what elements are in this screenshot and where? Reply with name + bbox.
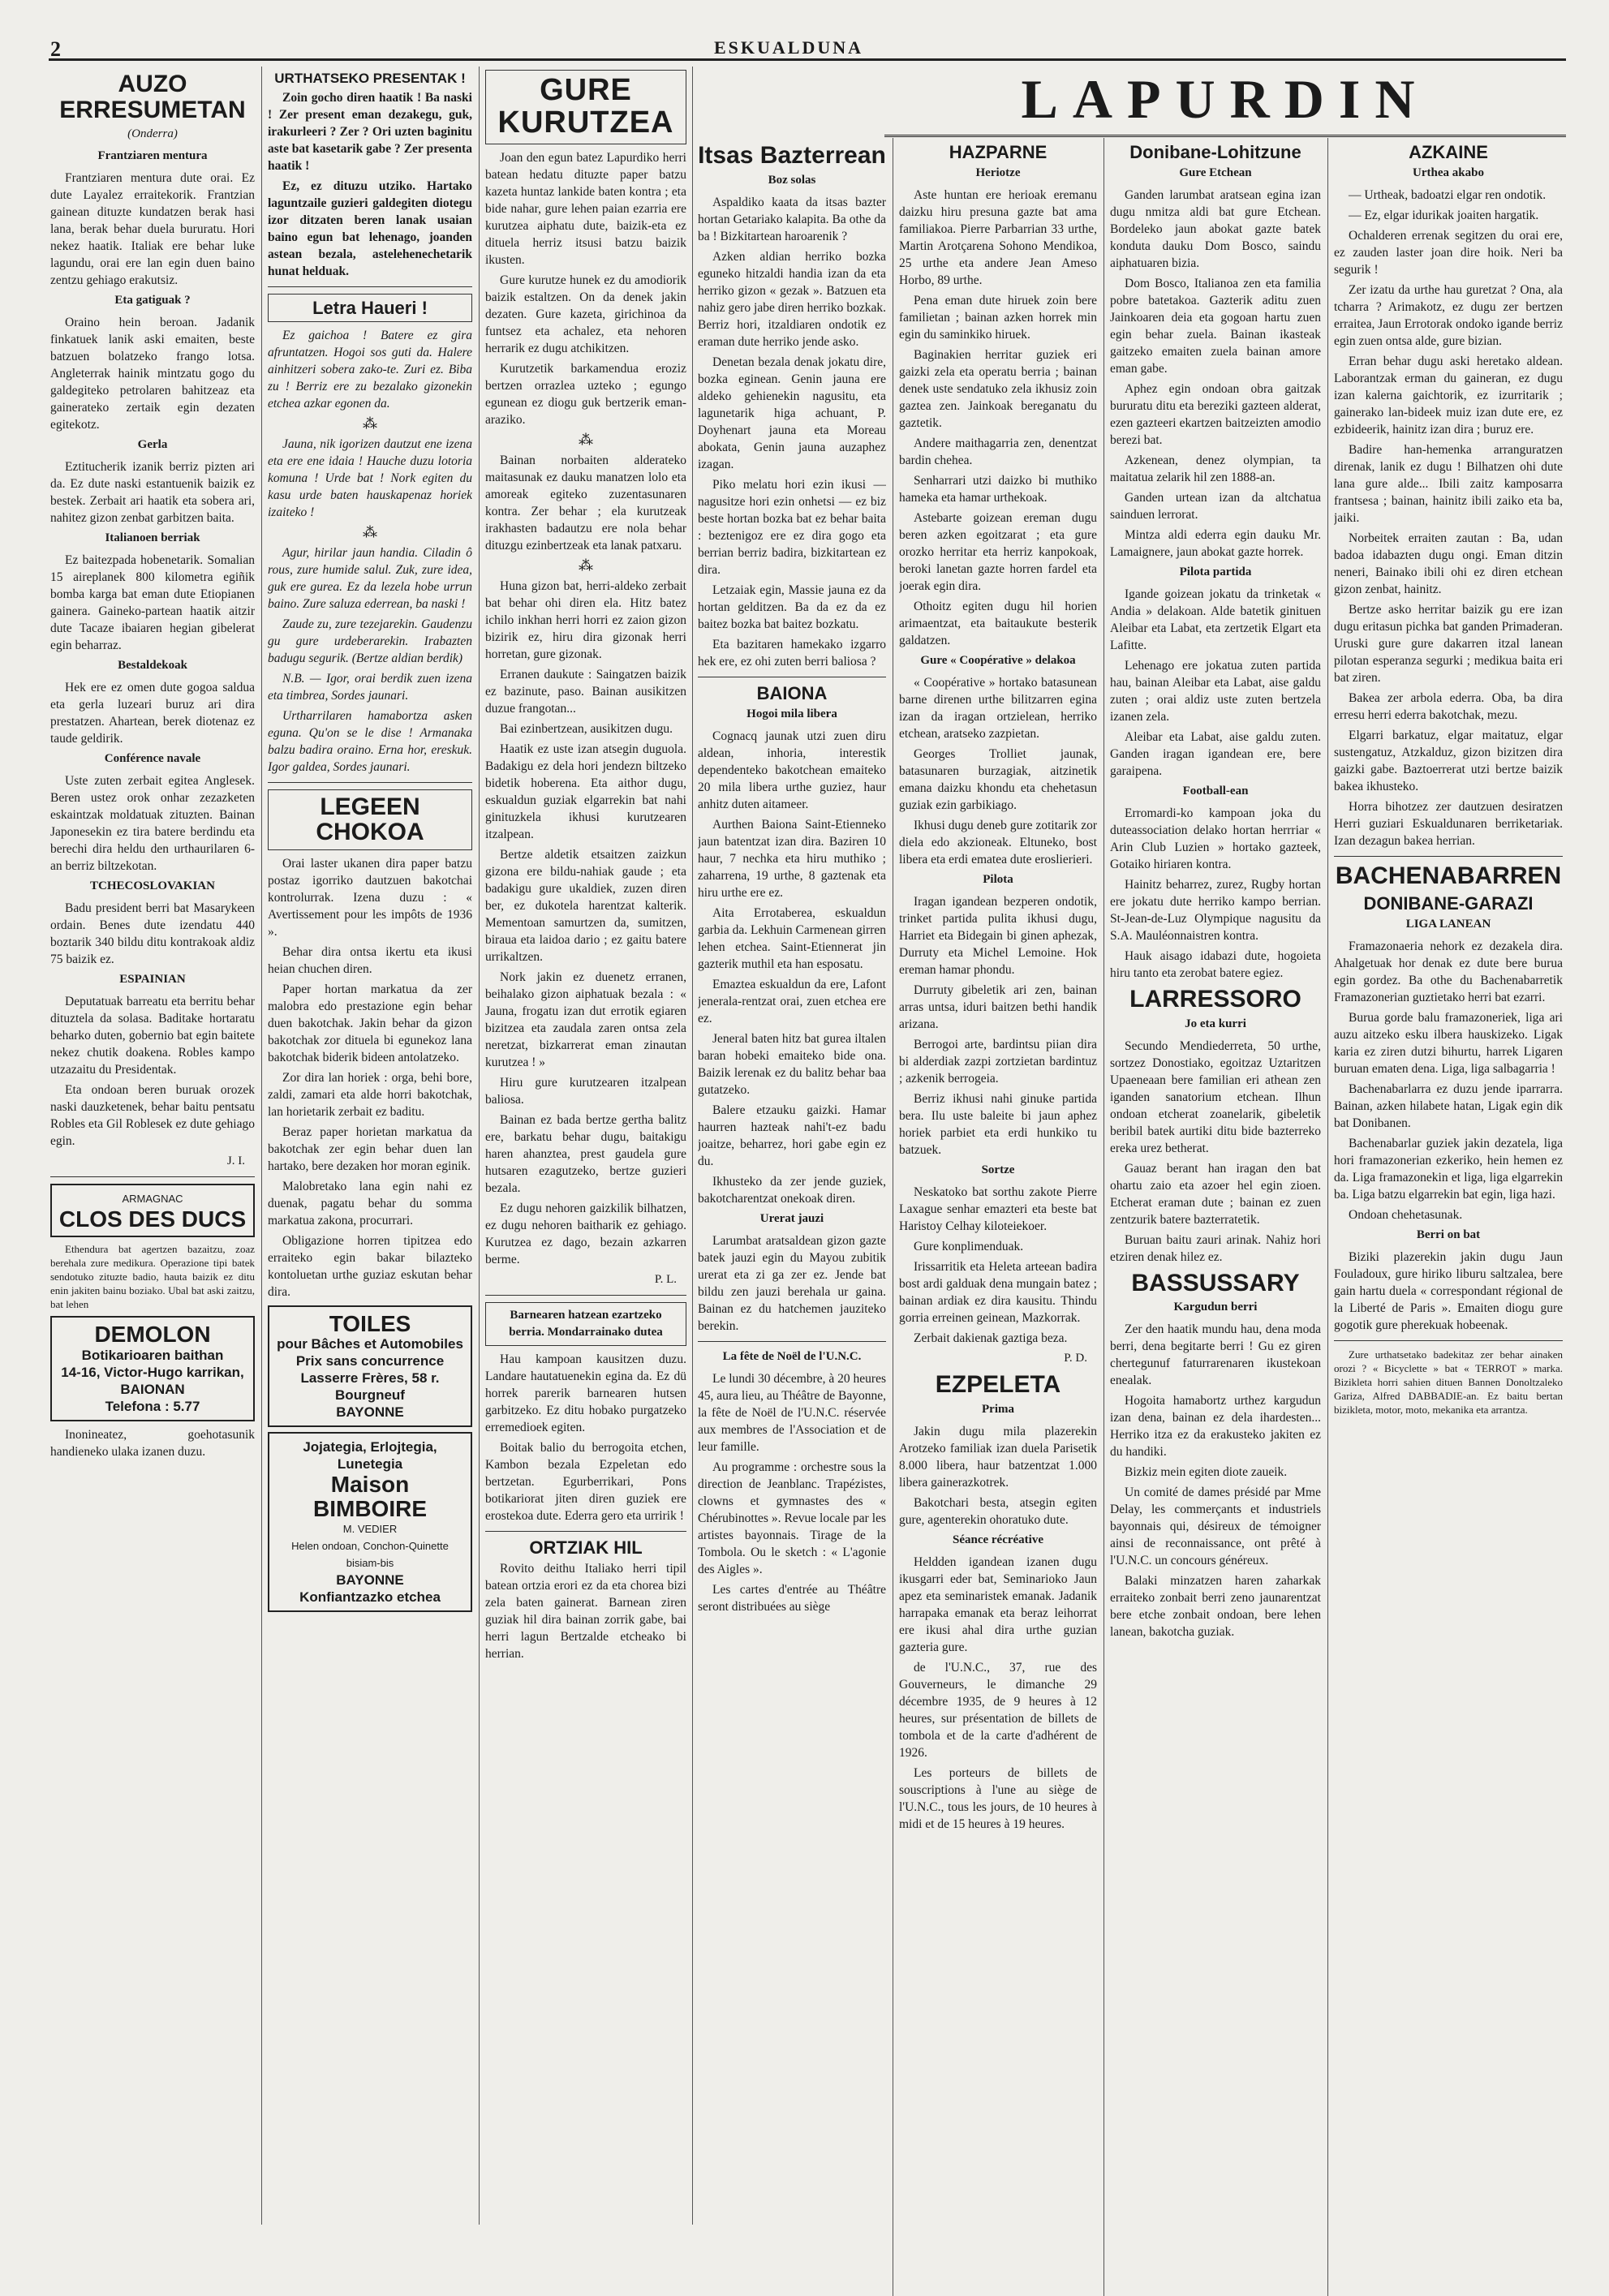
- paragraph: Senharrari utzi daizko bi muthiko hameka eta hamar urthekoak.: [899, 474, 1097, 505]
- paragraph: Paper hortan markatua da zer malobra edo prestazione egin behar duen bakotchak. Jakin behar da gizon bakotchak zor dituela bi egunekoz lana bakotchak biderik bideen antolatzeko.: [268, 982, 472, 1064]
- article-title: AUZO ERRESUMETAN: [59, 71, 246, 123]
- advert-line: Jojategia, Erlojtegia, Lunetegia: [303, 1439, 437, 1473]
- advert-phone: Telefona : 5.77: [105, 1398, 200, 1414]
- section-heading: Hogoi mila libera: [746, 707, 837, 720]
- paragraph: Ez dugu nehoren gaizkilik bilhatzen, ez dugu nehoren baitharik ez gehiago. Kurutzea ez dago, bezain azkarren berme.: [485, 1201, 686, 1266]
- section-heading: LIGA LANEAN: [1405, 917, 1491, 931]
- paragraph: Oraino hein beroan. Jadanik finkatuek lanik aski emaiten, beste batzuen bolatzeko frango lotsa. Angleterrak hainik mintzatu gogo du galdegiteko petrolaren bahitzeaz eta gainerateko zertaik egin dezaten egitekotz.: [50, 316, 255, 432]
- paragraph: Hauk aisago idabazi dute, hogoieta hiru tanto eta zerobat batere egiez.: [1110, 949, 1321, 981]
- divider: [1334, 1340, 1563, 1341]
- paragraph: Ikhusteko da zer jende guziek, bakotcharentzat onekoak diren.: [698, 1174, 886, 1206]
- paragraph: Denetan bezala denak jokatu dire, bozka eginean. Genin jauna ere aldeko gehienekin nagusitu, eta lagunetarik higa achuant, P. Doyhenart jauna eta Moreau abokata, Genin jauna auzaphez izagan.: [698, 355, 886, 471]
- paragraph: Balaki minzatzen haren zaharkak erraiteko zonbait berri zeno jaunarentzat bere etche zonbait ondoan, bere lehen lanean, bakotcha guziak.: [1110, 1574, 1321, 1640]
- paragraph: Gauaz berant han iragan den bat ohartu zaio eta azoer hel egin zioen. Etcherat eraman dute ; bainan ez zuen zentzurik batere bazterratetik.: [1110, 1161, 1321, 1227]
- paragraph: Les porteurs de billets de souscriptions à l'une au siège de l'U.N.C., tous les jours, de 10 heures à midi et de 15 heures à 19 heures.: [899, 1765, 1097, 1831]
- paragraph: Badu president berri bat Masarykeen ordain. Benes dute izendatu 440 boztarik 340 bildu ditu kontrakoak aldiz 75 baizik ez.: [50, 901, 255, 966]
- advert-city: BAYONNE: [336, 1572, 404, 1589]
- paragraph: Jeneral baten hitz bat gurea iltalen baran hobeki emaiteko bide ona. Baizik lerenak ez du balitz behar baa gutatzeko.: [698, 1031, 886, 1097]
- advert-toiles: [268, 1305, 472, 1427]
- article-title: La fête de Noël de l'U.N.C.: [722, 1349, 862, 1363]
- paragraph: Bainan ez bada bertze gertha balitz ere, barkatu behar dugu, baitakigu haren ahanztea, prest gaudela gure hutsaren ezagutzeko, bertze guzieri bezala.: [485, 1112, 686, 1195]
- paragraph: Bizkiz mein egiten diote zaueik.: [1125, 1465, 1288, 1480]
- paragraph: Badire han-hemenka arranguratzen direnak, lanik ez dugu ! Bilhatzen ohi dute lana gure alde... Ibili zaitz kamposarra frantsesa ; bainan, hainitz ibili zaiko eta ba, jaiki.: [1334, 443, 1563, 526]
- paragraph: Elgarri barkatuz, elgar maitatuz, elgar sustengatuz, Atzkalduz, gizon bizitzen dira gaizki gabe. Baztoerrerat utzi bertze baizik bakea ikhusteko.: [1334, 729, 1563, 794]
- paragraph: de l'U.N.C., 37, rue des Gouverneurs, le dimanche 29 décembre 1935, de 9 heures à 12 heures, sur présentation de billets de tombola et de la carte d'adhérent de 1926.: [899, 1660, 1097, 1760]
- advert-label: ARMAGNAC: [122, 1193, 183, 1205]
- paragraph: Boitak balio du berrogoita etchen, Kambon bezala Ezpeletan edo bertzetan. Egurberrikari, Pons botikariorat jiten diren guziek ere erostekoa dute. Ederra gero eta urririk !: [485, 1440, 686, 1523]
- paragraph: Beraz paper horietan markatua da bakotchak zer egin behar duen lan hartako, bere dezaken hor moran eginik.: [268, 1124, 472, 1173]
- paragraph: Au programme : orchestre sous la direction de Jeanblanc. Trapézistes, clowns et gymnastes des « Chérubinottes ». Revue locale par les artistes bayonnais. Tirage de la Tombola. Ou le sketch : « L'agonie des Aigles ».: [698, 1460, 886, 1576]
- paragraph: — Ez, elgar idurikak joaiten hargatik.: [1349, 209, 1539, 223]
- paragraph: Obligazione horren tipitzea edo erraiteko egin bakar bilazteko kontoluetan urthe guziaz eskutan behar dira.: [268, 1233, 472, 1299]
- section-heading: Urerat jauzi: [759, 1211, 824, 1225]
- masthead: LAPURDIN: [1021, 68, 1430, 130]
- signature: P. L.: [654, 1272, 677, 1286]
- paragraph: Ikhusi dugu deneb gure zotitarik zor diela edo akzioneak. Eltuneko, bost libera eta erdi ematea dute eroslierieri.: [899, 819, 1097, 867]
- article-title: URTHATSEKO PRESENTAK !: [274, 71, 466, 86]
- advert-line: pour Bâches et Automobiles: [277, 1336, 463, 1352]
- article-title: HAZPARNE: [949, 142, 1048, 162]
- paragraph: Eta bazitaren hamekako izgarro hek ere, ez ohi zuten berri baliosa ?: [698, 637, 886, 669]
- paragraph: Aleibar eta Labat, aise galdu zuten. Ganden iragan igandean ere, bere garaipena.: [1110, 730, 1321, 779]
- paragraph: Georges Trolliet jaunak, batasunaren burzagiak, aitzinetik emana daizku khondu eta chehetasun guziak ezin garbikiago.: [899, 747, 1097, 813]
- paragraph: Inonineatez, goehotasunik handieneko ulaka izanen duzu.: [50, 1427, 255, 1459]
- paragraph: Bai ezinbertzean, ausikitzen dugu.: [500, 721, 673, 736]
- paragraph: Hainitz beharrez, zurez, Rugby hortan ere jokatu dute herriko kampo berrian. St-Jean-de-Luz Olympique nagusitu da S.A. Mauléonnaistren kontra.: [1110, 878, 1321, 944]
- paragraph: Heldden igandean izanen dugu ikusgarri eder bat, Seminarioko Jaun apez eta seminaristek emanak. Jadanik harrapaka emanak eta beraz leihorrat ere ikusi ahal dira urthe guzian gazteria gure.: [899, 1554, 1097, 1654]
- advert-line: Prix sans concurrence: [295, 1353, 445, 1369]
- paragraph: Azken aldian herriko bozka eguneko hitzaldi handia izan da eta herriko gizon « gezak ». Batzuen eta nahiz gero jabe diren herriko bozkak. Berriz hori, itzaldiaren ondotik ez eraman dute herriko jende asko.: [698, 249, 886, 349]
- paragraph: Cognacq jaunak utzi zuen diru aldean, inhoria, interestik dependenteko bakotchean emaiteko 20 mila libera urthe guziez, haur anhitz duten aitameer.: [698, 729, 886, 811]
- paragraph: Huna gizon bat, herri-aldeko zerbait bat behar ohi diren ela. Hitz batez ichilo inkhan herri horri ez zaion gizon bizirik ez, hiru dira gizonak herri horretan, gure gizonak.: [485, 578, 686, 661]
- paragraph: Zer den haatik mundu hau, dena moda berri, dena begitarte berri ! Gu ez giren chertegunuf faturrarenaren ikustekoan enealak.: [1110, 1322, 1321, 1388]
- paragraph: Piko melatu hori ezin ikusi — nagusitze hori ezin onhetsi — ez biz beste hortan bozka bat ez behar baita : beztenigoz ere ez dira gogo eta berrian berriz badira, bizkitartean ez dira.: [698, 477, 886, 577]
- paragraph: Aspaldiko kaata da itsas bazter hortan Getariako kalapita. Ba othe da ba ! Bizkitartean haroarenik ?: [698, 195, 886, 243]
- advert-line: Konfiantzazko etchea: [299, 1589, 441, 1606]
- advert-demolon: [50, 1316, 255, 1421]
- paragraph: Nork jakin ez duenetz erranen, beihalako gizon aiphatuak bezala : « Jauna, frogatu izan dut errotik egiaren bizitzea eta zaudala zaren ontsa zela neretzat, bizkarrerat eman zinautan kurutzea ! »: [485, 970, 686, 1069]
- section-heading: Gure Etchean: [1179, 166, 1252, 180]
- paragraph: Ganden larumbat aratsean egina izan dugu nmitza aldi bat gure Etchean. Bordeleko jaun abokat gazte batek konduta dauku Dom Bosco, saindu aiphatuaren bizia.: [1110, 188, 1321, 271]
- advert-armagnac: [50, 1184, 255, 1237]
- advert-line: Botikarioaren baithan: [81, 1347, 224, 1363]
- advert-city: BAYONNE: [336, 1404, 404, 1421]
- section-masthead: BACHENABARREN: [1335, 862, 1562, 890]
- section-heading: Italianoen berriak: [105, 531, 200, 544]
- paragraph: Gure konplimenduak.: [914, 1240, 1024, 1254]
- paragraph: Aita Errotaberea, eskualdun garbia da. Lekhuin Carmenean girren lehen etchea. Saint-Etiennerat jin gazterik muthil eta han esposatu.: [698, 905, 886, 971]
- paragraph: Ez gaichoa ! Batere ez gira afruntatzen. Hogoi sos guti da. Halere ainhitzeri sobera zako-te. Zuri ez. Biba zu ! Berriz ere zu bezalako gizonekin etchea azkar egonen da.: [268, 328, 472, 411]
- article-title: BASSUSSARY: [1131, 1269, 1300, 1296]
- column-2: [268, 67, 472, 2225]
- top-rule: [49, 58, 1566, 61]
- paragraph: Aste huntan ere herioak eremanu daizku hiru presuna gazte bat ama familiakoa. Pierre Parbarrian 33 urthe, Martin Arotçarena Sohono Mendikoa, 25 urthe eta andere Jean Ameso Horbo, 89 urthe.: [899, 188, 1097, 288]
- paragraph: Ondoan chehetasunak.: [1349, 1207, 1463, 1222]
- column-rule: [1327, 138, 1328, 2296]
- advert-brand: Maison BIMBOIRE: [313, 1472, 427, 1521]
- section-heading: Eta gatiguak ?: [114, 294, 191, 307]
- signature: J. I.: [226, 1154, 245, 1167]
- column-5: [899, 138, 1097, 2247]
- paragraph: Hiru gure kurutzearen itzalpean baliosa.: [485, 1075, 686, 1107]
- paragraph: Framazonaeria nehork ez dezakela dira. Ahalgetuak hor denak ez dute bere burua egin gordez. Ba othe du Bachenabarretik Framazonerian guztietako herri bat ezarri.: [1334, 939, 1563, 1004]
- paragraph: Secundo Mendiederreta, 50 urthe, sortzez Donostiako, egoitzaz Uztaritzen Upaeneaan bere familian eri athean zen iganden sanatorium etchean. Ilhun ondoan etcherat zoanelarik, gibeletik beribil batek aurtiki ditu bide bazterreko ereka urez betherat.: [1110, 1038, 1321, 1155]
- article-title: BAIONA: [756, 682, 828, 703]
- section-heading: Sortze: [981, 1163, 1015, 1177]
- separator-stars: ⁂: [363, 523, 377, 540]
- paragraph: Agur, hirilar jaun handia. Ciladin ô rous, zure humide salul. Zuk, zure idea, guk ere gurea. Ez da lezela hobe urrun baino. Zure saluza ederrean, ba naski !: [268, 545, 472, 611]
- paragraph: Azkenean, denez olympian, ta maitatua zelarik hil zen 1888-an.: [1110, 454, 1321, 485]
- paragraph: « Coopérative » hortako batasunean barne direnen urthe bilitzarren egina izan da iragan ortzielean, herriko etchean, aratseko zazpietan.: [899, 676, 1097, 742]
- article-title: GURE KURUTZEA: [485, 70, 686, 144]
- section-heading: Gerla: [137, 438, 168, 451]
- section-heading: Berri on bat: [1416, 1228, 1481, 1241]
- paragraph: Larumbat aratsaldean gizon gazte batek jauzi egin du Mayou zubitik urerat eta zi ga zer ez. Jende bat bildu zen jauzi berehala ur gaina. Bainan ez du hatchemen jauziteko berekin.: [698, 1233, 886, 1333]
- paragraph: Bertze asko herritar baizik gu ere izan dugu eritasun pichka bat ganden Primaderan. Uruski gure gure dakarren itzal lanean pilotan esperanza segurki ; medikua baita eri bat ziren.: [1334, 603, 1563, 686]
- article-title: AZKAINE: [1409, 142, 1488, 162]
- section-heading: Frantziaren mentura: [97, 149, 208, 162]
- advert-line: 14-16, Victor-Hugo karrikan,: [61, 1364, 244, 1380]
- divider: [268, 782, 472, 783]
- section-heading: Kargudun berri: [1173, 1301, 1258, 1314]
- paragraph: Letzaiak egin, Massie jauna ez da hortan gelditzen. Ba da ez da ez baitez bozka bat baitez bozkatu.: [698, 583, 886, 631]
- section-heading: Football-ean: [1182, 785, 1249, 798]
- paragraph: Aurthen Baiona Saint-Etienneko jaun batentzat izan dira. Baziren 10 haur, 7 nechka eta hiru muthiko ; zaharrena, 19 urthe, 8 gaztenak eta hiru urthe ere ez.: [698, 817, 886, 900]
- divider: [485, 1295, 686, 1296]
- paragraph: Jakin dugu mila plazerekin Arotzeko familiak izan duela Parisetik 8.000 libera, haur batzentzat 1.000 libera gainerazkotrek.: [899, 1424, 1097, 1490]
- column-rule: [261, 67, 262, 2225]
- advert-text: Zure urthatsetako badekitaz zer behar ainaken orozi ? « Bicyclette » bat « TERROT » marka. Bizikleta horri sahien dituen Bannen Donoltzaleko Gariza, Alfred DABBADIE-an. Ez baitu bertan bizikleta, motor, moto, mekanika eta arrantza.: [1334, 1348, 1563, 1416]
- paragraph: Bakotchari besta, atsegin egiten gure, agenterekin ohoratuko dute.: [899, 1495, 1097, 1527]
- section-heading: Boz solas: [768, 173, 816, 187]
- advert-brand: CLOS DES DUCS: [58, 1206, 247, 1232]
- paragraph: Mintza aldi ederra egin dauku Mr. Lamaignere, jaun abokat gazte horrek.: [1110, 528, 1321, 560]
- divider: [1334, 856, 1563, 857]
- advert-city: BAIONAN: [120, 1381, 185, 1397]
- paragraph: Eta ondoan beren buruak orozek naski dauzketenek, behar baitu pentsatu Robles eta Gil Roblesek ez dute gehiago egin.: [50, 1083, 255, 1148]
- paragraph: Aphez egin ondoan obra gaitzak bururatu ditu eta bereziki gazteen alderat, ezen gazteeri ekartzen baitzeizten amodio berezi bat.: [1110, 382, 1321, 448]
- paragraph: N.B. — Igor, orai berdik zuen izena eta timbrea, Sordes jaunari.: [268, 671, 472, 703]
- paragraph: Erran behar dugu aski heretako aldean. Laborantzak erman du gaineran, ez dugu izan kalerna gaichtorik, ez izurritarik ; gainerako lan-bideek muiz izan dute ere, ez ezbideerik, hainitz izan dira ; buruz ere.: [1334, 355, 1563, 437]
- separator-stars: ⁂: [579, 431, 593, 448]
- paragraph: Neskatoko bat sorthu zakote Pierre Laxague senhar emazteri eta beste bat Haristoy Celhay kiloteiekoer.: [899, 1185, 1097, 1234]
- paragraph: Ethendura bat agertzen bazaitzu, zoaz berehala zure medikura. Operazione tipi batek sendotuko zituzte badio, hauta baizik ez ditu enin jakiten bainu boziako. Ubal bat aski zaitzu, bat lehen: [50, 1243, 255, 1311]
- article-title: DONIBANE-GARAZI: [1363, 892, 1534, 914]
- advert-brand: DEMOLON: [94, 1322, 211, 1348]
- paragraph: Un comité de dames présidé par Mme Delay, les commerçants et industriels bayonnais qui, désireux de témoigner ainsi de reconnaissance, ont prêté à l'U.N.C. un concours généreux.: [1110, 1486, 1321, 1568]
- divider: [485, 1531, 686, 1532]
- paragraph: Joan den egun batez Lapurdiko herri batean hedatu dituzte paper batzu kazeta huntaz lankide baten kontra ; eta bide nahar, gure lehen paian ezarria ere kurutzea aiphatu dute, baizik-eta ez dituela herriz itsusi batzu baizik ikusten.: [485, 150, 686, 267]
- article-title: Itsas Bazterrean: [698, 142, 886, 169]
- paragraph: Jauna, nik igorizen dautzut ene izena eta ere ene idaia ! Hauche duzu lotoria komuna ! Urde bat ! Nork egiten du kasu urde baten hauskapenaz horiek izaiteko !: [268, 436, 472, 519]
- section-heading: Gure « Coopérative » delakoa: [920, 654, 1076, 668]
- article-note: (Onderra): [127, 127, 178, 140]
- paragraph: Burua gorde balu framazoneriek, liga ari auzu aitzeko esku ilbera hauskizeko. Ligak karia ez ziren dutzi bihurtu, harrek Ligaren buruan ematen dena. Liga, liga salbagarria !: [1334, 1010, 1563, 1076]
- paragraph: Buruan baitu zauri arinak. Nahiz hori etziren denak hilez ez.: [1110, 1232, 1321, 1264]
- paragraph: Bachenabarlarra ez duzu jende iparrarra. Bainan, azken hilabete hatan, Ligak egin dik bat Donibanen.: [1334, 1081, 1563, 1130]
- paragraph: Orai laster ukanen dira paper batzu postaz igorriko dautzuen bakotchai kontrolurrak. Izena duzu : « Avertissement pour les impôts de 1936 ».: [268, 856, 472, 939]
- column-6: [1110, 138, 1321, 2247]
- paragraph: Emaztea eskualdun da ere, Lafont jenerala-rentzat orai, zuen etchea ere ez.: [698, 977, 886, 1025]
- paragraph: — Urtheak, badoatzi elgar ren ondotik.: [1349, 188, 1547, 203]
- masthead-rule: [884, 135, 1566, 137]
- separator-stars: ⁂: [363, 415, 377, 432]
- section-heading: Urthea akabo: [1413, 166, 1484, 180]
- paragraph: Astebarte goizean ereman dugu beren azken egoitzarat ; eta gure orozko herritar eta herriz kanpokoak, beroki lanetan gazte horren fardel eta joerak egin dira.: [899, 511, 1097, 594]
- paragraph: Erranen daukute : Saingatzen baizik ez bazinute, paso. Bainan ausikitzen duzue frangotan...: [485, 667, 686, 716]
- section-heading: Pilota: [983, 873, 1013, 887]
- paragraph: Erromardi-ko kampoan joka du duteassociation delako hortan herrriar « Arin Club Luzien » hortako gazteek, Gotaiko hiriaren kontra.: [1110, 806, 1321, 872]
- divider: [268, 286, 472, 287]
- article-title: EZPELETA: [935, 1371, 1061, 1399]
- paragraph: Malobretako lana egin nahi ez duenak, pagatu behar du somma markatua zakona, procurrari.: [268, 1179, 472, 1228]
- paragraph: Ez, ez dituzu utziko. Hartako laguntzaile guzieri galdegiten diotegu izor ditzaten beren lanak usaian baino egun bat lehenago, joanden astean bezala, astelehenechetarik hunat helduak.: [268, 178, 472, 278]
- advert-brand: TOILES: [329, 1310, 411, 1336]
- paragraph: Zoin gocho diren haatik ! Ba naski ! Zer present eman dezakegu, guk, irakurleeri ? Zer ? Ori uzten baginitu aste bat kasetarik gabe ? Zer presenta haatik !: [268, 90, 472, 173]
- paragraph: Balere etzauku gaizki. Hamar haurren hazteak nahi't-ez badu joaitze, beharrez, hori gabe egin ez du.: [698, 1103, 886, 1168]
- section-heading: Jo eta kurri: [1185, 1017, 1246, 1030]
- paragraph: Andere maithagarria zen, denentzat bardin chehea.: [899, 436, 1097, 468]
- paragraph: Rovito deithu Italiako herri tipil batean ortzia erori ez da eta chorea bizi zela baten gainerat. Barnean ziren guziak hil dira bainan zorrik gabe, bai herri lagun Bertzalde etcheako bi herrian.: [485, 1561, 686, 1661]
- section-heading: Conférence navale: [104, 752, 201, 765]
- paragraph: Horra bihotzez zer dautzuen desiratzen Herri guziari Eskualdunaren berriketariak. Izan dezagun bakea herrian.: [1334, 800, 1563, 849]
- paragraph: Ganden urtean izan da altchatua sainduen lerrorat.: [1110, 491, 1321, 522]
- paragraph: Zor dira lan horiek : orga, behi bore, zaldi, zamari eta alde horri bakotchak, lan horietarik zerbait ez baditu.: [268, 1070, 472, 1119]
- section-heading: ESPAINIAN: [119, 973, 186, 986]
- article-title: Letra Haueri !: [268, 294, 472, 322]
- paragraph: Ez baitezpada hobenetarik. Somalian 15 aireplanek 800 kilometra egiñik bomba karga bat eman dute Etiopianen gainera. Gaineko-partean haatik aitzir dute Tacaze ibaiaren hegian gibelerat egin beharraz.: [50, 553, 255, 652]
- article-title: ORTZIAK HIL: [529, 1537, 643, 1558]
- advert-bimboire: [268, 1432, 472, 1612]
- paragraph: Hek ere ez omen dute gogoa saldua eta gerla luzeari buruz ari dira prestatzen. Ahartean, berek diotenaz ez taude geldirik.: [50, 681, 255, 746]
- paragraph: Baginakien herritar guziek eri gaizki zela eta operatu berria ; bainan denek uste sendatuko zela ikhusiz zoin gaztea zen. Jainkoak bereganatu du gaztetik.: [899, 348, 1097, 431]
- paragraph: Frantziaren mentura dute orai. Ez dute Layalez erraitekorik. Frantzian gainean dituzte kundatzen berak hasi lana, berak behar duela bururatu. Hori nekez haatik. Italiak ere behar luke lagundu, orai ere lan egin duen baino zentzu gehiago erakutsiz.: [50, 171, 255, 287]
- paragraph: Iragan igandean bezperen ondotik, trinket partida pulita ikhusi dugu, Harriet eta Bidegain bi ginen aphezak, Durruty eta Michel Lemoine. Hok ereman hamar phondu.: [899, 895, 1097, 978]
- paragraph: Bainan norbaiten alderateko maitasunak ez dauku manatzen lolo eta amoreak egiteko zuzentasunaren kontra. Zer behar ; ela kurutzeak irakhasten badautzu ere nola behar dituzgu ezinbertzeak eta lanak patxaru.: [485, 453, 686, 553]
- paragraph: Eztitucherik izanik berriz pizten ari da. Ez dute naski estantuenik baizik ez bestek. Zerbait ari haatik eta sobera ari, nahitez gizon zenbat garbitzen baita.: [50, 460, 255, 525]
- separator-stars: ⁂: [579, 557, 593, 574]
- column-3: [485, 67, 686, 2225]
- paragraph: Berrogoi arte, bardintsu piian dira bi alderdiak zazpi zortzietan bardintuz ; azkenik berrogeia.: [899, 1038, 1097, 1086]
- advert-line: Lasserre Frères, 58 r. Bourgneuf: [300, 1370, 440, 1404]
- divider: [698, 1341, 886, 1342]
- section-heading: TCHECOSLOVAKIAN: [90, 879, 215, 892]
- advert-line: M. VEDIER: [342, 1523, 398, 1536]
- column-rule: [479, 67, 480, 2225]
- column-rule: [692, 67, 693, 2225]
- paragraph: Zerbait dakienak gaztiga beza.: [914, 1331, 1068, 1346]
- paragraph: Uste zuten zerbait egitea Anglesek. Beren ustez orok onhar zezazketen eskaintzak moldatuak zituzten. Bainan Japonesekin ez tira batere berdindu eta berechi dira heldu den urthaurilaren 6-an berriz biltzekotan.: [50, 774, 255, 873]
- paper-name: ESKUALDUNA: [714, 37, 864, 58]
- paragraph: Les cartes d'entrée au Théâtre seront distribuées au siège: [698, 1582, 886, 1614]
- section-heading: Prima: [982, 1402, 1014, 1416]
- article-title: Donibane-Lohitzune: [1129, 142, 1301, 162]
- signature: P. D.: [1064, 1352, 1087, 1365]
- paragraph: Biziki plazerekin jakin dugu Jaun Fouladoux, gure hiriko liburu saltzalea, bere gain hartu duela « correspondant régional de la Liberté de Paris ». Emaiten diogu gure gogotik gure pherekuak hobeenak.: [1334, 1249, 1563, 1332]
- page-number: 2: [50, 37, 61, 61]
- section-heading: Bestaldekoak: [118, 659, 187, 672]
- column-7: [1334, 138, 1563, 2247]
- article-title: Barnearen hatzean ezartzeko berria. Mondarrainako dutea: [485, 1302, 686, 1346]
- section-heading: Heriotze: [975, 166, 1021, 180]
- paragraph: Pena eman dute hiruek zoin bere familietan ; bainan azken horrek min egin du saminkiko hiruek.: [899, 294, 1097, 342]
- paragraph: Zer izatu da urthe hau guretzat ? Ona, ala tcharra ? Arimakotz, ez dugu zer bertzen erraitea, Jaun Errotorak ondoko igande berriz egin zuen ontsa alde, gure bizian.: [1334, 283, 1563, 349]
- advert-line: Helen ondoan, Conchon-Quinette bisiam-bis: [291, 1540, 449, 1570]
- section-heading: Pilota partida: [1179, 565, 1252, 579]
- paragraph: Bachenabarlar guziek jakin dezatela, liga hori framazonerian ezkeriko, hein hemen ez da. Liga framazonekin et liga, liga elgarrekin ba. Liga batzu elgarrekin bat egin, liga hazi.: [1334, 1136, 1563, 1202]
- divider: [50, 1176, 255, 1177]
- paragraph: Ochalderen errenak segitzen du orai ere, ez zauden laster joan dire hoik. Neri ba segurik !: [1334, 229, 1563, 277]
- paragraph: Igande goizean jokatu da trinketak « Andia » delakoan. Alde batetik ginituen Aleibar eta Labat, eta zertzetik Elgart eta Lafitte.: [1110, 587, 1321, 653]
- paragraph: Bertze aldetik etsaitzen zaizkun gizona ere bildu-nahiak gaude ; eta badakigu gure ukaldiek, zuzen diren ber, ez dukotela harentzat kalterik. Mementoan samurtzen da, sumitzen, biraua eta laidoa dario ; ez gaitu batere urrikaltzen.: [485, 847, 686, 964]
- paragraph: Hau kampoan kausitzen duzu. Landare hautatuenekin egina da. Ez dü horrek parerik barnearen hutsen garbitzeko. Ez ditu hobako purgatzeko erremedioek egiten.: [485, 1352, 686, 1434]
- paragraph: Haatik ez uste izan atsegin duguola. Badakigu ez dela hori jendezn biltzeko bidetik hoberena. Eta aithor dugu, eskualdun guziak elgarrekin bat nahi ginituzkela ikhusi kurutzearen itzalpean.: [485, 742, 686, 841]
- paragraph: Hogoita hamabortz urthez kargudun izan dena, bainan ez dela ihardesten... Herriko itza ez da erakusteko jakiten ez du handiki.: [1110, 1394, 1321, 1460]
- column-4: [698, 138, 886, 2296]
- paragraph: Norbeitek erraiten zautan : Ba, udan badoa idabazten dugu ongi. Eman ditzin neneri, Bainako ibili ohi ez diren etchean gizon zenbat, hainitz.: [1334, 531, 1563, 597]
- paragraph: Behar dira ontsa ikertu eta ikusi heian chuchen diren.: [268, 944, 472, 976]
- paragraph: Urtharrilaren hamabortza asken eguna. Qu'on se le dise ! Armanaka balzu badira oraino. Erna hor, ereskuk. Igor galdea, Sordes jaunari.: [268, 708, 472, 774]
- column-rule: [1103, 138, 1104, 2296]
- paragraph: Lehenago ere jokatua zuten partida hau, bainan Aleibar eta Labat, aise galdu zuten ; orai aldiz uste zuten bertzela izanen zela.: [1110, 659, 1321, 724]
- paragraph: Irissarritik eta Heleta arteean badira bost ardi galduak dena mungain batez ; bainan ardiak ez dira kausitu. Thindu gorria erreinen geinean, Mazkorrak.: [899, 1260, 1097, 1326]
- paragraph: Durruty gibeletik ari zen, bainan arras untsa, iduri baitzen bethi handik arizana.: [899, 983, 1097, 1032]
- paragraph: Gure kurutze hunek ez du amodiorik baizik estaltzen. On da denek jakin dezaten. Gure kazeta, girichinoa da funtsez eta achalez, eta nehoren herrarik ez dugu atchikitzen.: [485, 273, 686, 355]
- paragraph: Dom Bosco, Italianoa zen eta familia pobre batetakoa. Gazterik aditu zuen Jainkoaren deia eta gogoan hartu zuen egin behar zuela. Bainan ikasteak gaitzeko emaiten zuela bainan amore eman gabe.: [1110, 277, 1321, 376]
- paragraph: Zaude zu, zure tezejarekin. Gaudenzu gu gure urdeberarekin. Irabazten badugu segurik. (Bertze aldian berdik): [268, 617, 472, 665]
- section-heading: Séance récréative: [952, 1533, 1044, 1546]
- paragraph: Kurutzetik barkamendua eroziz bertzen orrazlea uzteko ; egungo egunean ez diogu guk bertzerik eman-araziko.: [485, 361, 686, 427]
- paragraph: Deputatuak barreatu eta berritu behar dituztela da solasa. Baditake hortaratu beharko duten, gobernio bat egin baitete nekez chutik doakena. Robles kampo utzazaitu du Presidentak.: [50, 995, 255, 1077]
- paragraph: Berriz ikhusi nahi ginuke partida bera. Ilu uste baleite bi jaun aphez horiek parbiet eta erdi hunkiko tu batzuek.: [899, 1092, 1097, 1158]
- column-1: [50, 67, 255, 2225]
- article-title: LEGEEN CHOKOA: [268, 789, 472, 850]
- paragraph: Othoitz egiten dugu hil horien arimaentzat, eta baitaukute besterik galdatzen.: [899, 600, 1097, 648]
- paragraph: Le lundi 30 décembre, à 20 heures 45, aura lieu, au Théâtre de Bayonne, la fête de Noël de l'U.N.C. réservée aux membres de l'Association et de leur famille.: [698, 1371, 886, 1454]
- paragraph: Bakea zer arbola ederra. Oba, ba dira erresu herri ederra bakotchak, mezu.: [1334, 691, 1563, 723]
- article-title: LARRESSORO: [1129, 986, 1301, 1013]
